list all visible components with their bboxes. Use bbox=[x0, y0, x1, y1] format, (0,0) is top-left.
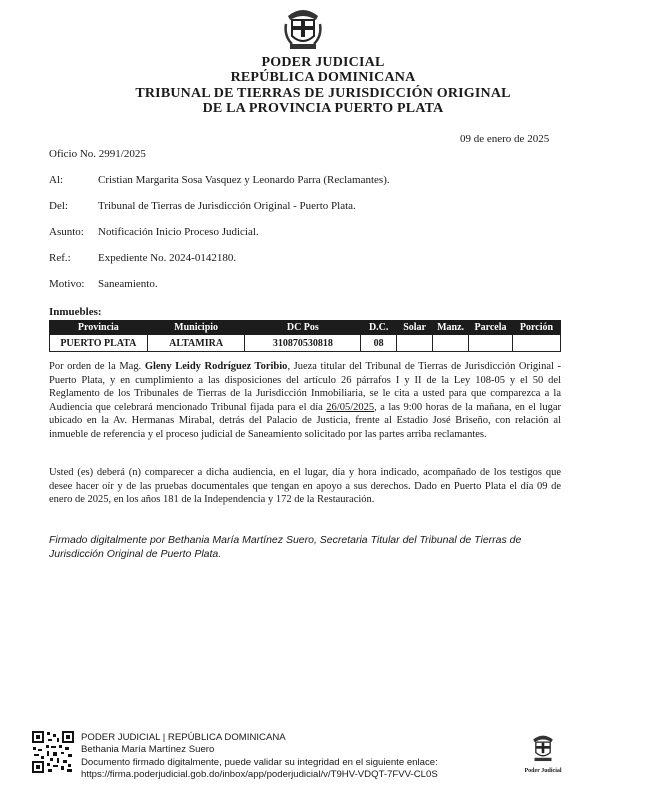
header-line-3: TRIBUNAL DE TIERRAS DE JURISDICCIÓN ORIGINAL bbox=[135, 86, 511, 101]
header-line-2: REPÚBLICA DOMINICANA bbox=[230, 70, 416, 85]
field-label-del: Del: bbox=[49, 200, 68, 212]
poder-judicial-logo bbox=[518, 733, 568, 783]
field-label-motivo: Motivo: bbox=[49, 278, 85, 290]
citation-paragraph bbox=[49, 360, 561, 442]
citation-text: Por orden de la Mag. bbox=[49, 361, 145, 372]
coat-of-arms-icon bbox=[282, 6, 324, 52]
field-value-ref: Expediente No. 2024-0142180. bbox=[98, 252, 237, 264]
table-cell bbox=[469, 335, 513, 352]
header-line-4: DE LA PROVINCIA PUERTO PLATA bbox=[202, 101, 444, 116]
table-row bbox=[50, 335, 561, 352]
header-line-1: PODER JUDICIAL bbox=[261, 55, 385, 70]
citation-text: , Jueza titular del Tribunal de Tierras de Jurisdicción Original - Puerto Plata, y en cumplimiento a las disposiciones del artículo 26 párrafos I y II de la Ley 108-05 y el 50 del Reglamento de los Tribunales de Tierras de la Jurisdicción Inmobiliaria, se le cita a usted para que comparezca a la Audiencia que celebrará mencionado Tribunal fijada para el día bbox=[49, 361, 561, 413]
table-header-cell: D.C. bbox=[361, 321, 397, 335]
field-value-motivo: Saneamiento. bbox=[98, 278, 158, 290]
footer-validation-text: Documento firmado digitalmente, puede validar su integridad en el siguiente enlace: bbox=[81, 756, 438, 768]
table-cell: 310870530818 bbox=[245, 335, 361, 352]
table-header-cell: Solar bbox=[397, 321, 433, 335]
instructions-paragraph: Usted (es) deberá (n) comparecer a dicha audiencia, en el lugar, día y hora indicado, acompañado de los testigos que desee hacer oír y de las pruebas documentales que tengan en apoyo a sus derechos. Dado en Puerto Plata el día 09 de enero de 2025, en los años 181 de la Independencia y 172 de la Restauración. bbox=[49, 467, 561, 506]
footer-signer: Bethania María Martínez Suero bbox=[81, 744, 215, 756]
table-cell bbox=[433, 335, 469, 352]
hearing-date: 26/05/2025 bbox=[326, 401, 375, 413]
table-cell: 08 bbox=[361, 335, 397, 352]
field-label-asunto: Asunto: bbox=[49, 226, 84, 238]
field-label-ref: Ref.: bbox=[49, 252, 71, 264]
table-cell bbox=[397, 335, 433, 352]
footer-validation-link[interactable]: https://firma.poderjudicial.gob.do/inbox/app/poderjudicial/v/T9HV-VDQT-7FVV-CL0S bbox=[81, 768, 438, 780]
inmuebles-title: Inmuebles: bbox=[49, 306, 102, 318]
inmuebles-table bbox=[49, 320, 561, 352]
coat-of-arms-icon bbox=[528, 733, 558, 763]
table-cell: PUERTO PLATA bbox=[50, 335, 148, 352]
table-cell: ALTAMIRA bbox=[147, 335, 245, 352]
table-header-cell: DC Pos bbox=[245, 321, 361, 335]
qr-code-icon bbox=[31, 730, 75, 774]
document-date: 09 de enero de 2025 bbox=[460, 133, 550, 145]
table-header-row bbox=[50, 321, 561, 335]
field-value-del: Tribunal de Tierras de Jurisdicción Original - Puerto Plata. bbox=[98, 200, 356, 212]
field-value-al: Cristian Margarita Sosa Vasquez y Leonardo Parra (Reclamantes). bbox=[98, 174, 390, 186]
oficio-number: Oficio No. 2991/2025 bbox=[49, 148, 146, 160]
logo-caption: Poder Judicial bbox=[524, 768, 562, 774]
table-header-cell: Manz. bbox=[433, 321, 469, 335]
footer-institution: PODER JUDICIAL | REPÚBLICA DOMINICANA bbox=[81, 732, 286, 743]
table-header-cell: Municipio bbox=[147, 321, 245, 335]
field-label-al: Al: bbox=[49, 174, 64, 186]
table-header-cell: Provincia bbox=[50, 321, 148, 335]
table-header-cell: Porción bbox=[513, 321, 561, 335]
digital-signature-note: Firmado digitalmente por Bethania María Martínez Suero, Secretaria Titular del Tribunal de Tierras de Jurisdicción Original de Puerto Plata. bbox=[49, 534, 522, 560]
footer-block bbox=[81, 732, 541, 781]
table-cell bbox=[513, 335, 561, 352]
table-header-cell: Parcela bbox=[469, 321, 513, 335]
citation-text: , a las 9:00 horas de la mañana, en el lugar ubicado en la Av. Hermanas Mirabal, detrás del Palacio de Justicia, frente al Estadio José Briseño, con relación al inmueble de referencia y el proceso judicial de Saneamiento solicitado por las partes arriba reclamantes. bbox=[49, 401, 561, 440]
judge-name: Gleny Leidy Rodríguez Toribio bbox=[144, 361, 288, 372]
field-value-asunto: Notificación Inicio Proceso Judicial. bbox=[98, 226, 259, 238]
